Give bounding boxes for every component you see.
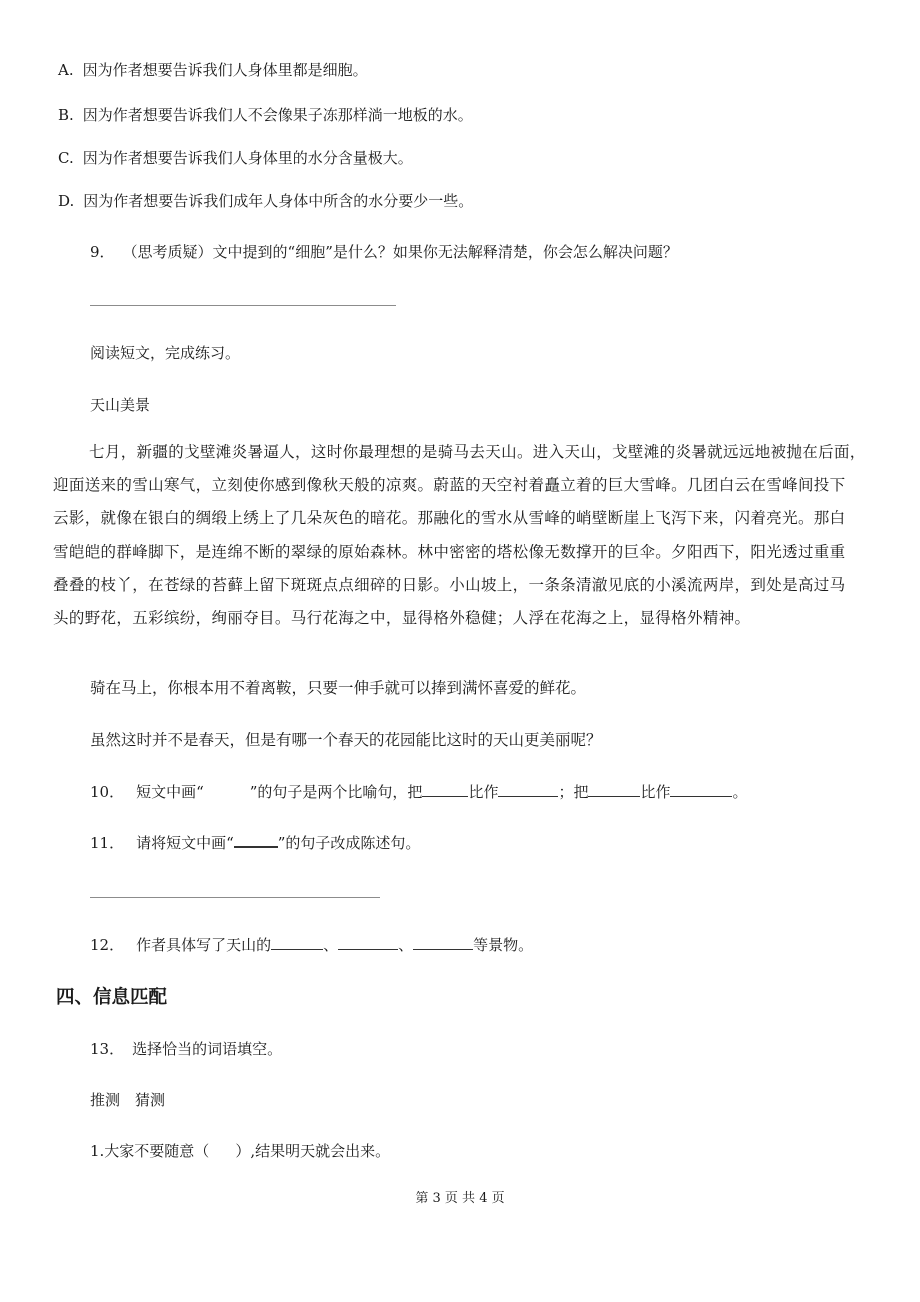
question-text: （思考质疑）文中提到的“细胞”是什么？如果你无法解释清楚，你会怎么解决问题？ — [122, 243, 678, 261]
passage-line: 迎面送来的雪山寒气，立刻使你感到像秋天般的凉爽。蔚蓝的天空衬着矗立着的巨大雪峰。几团白云在雪峰间投下 — [53, 476, 846, 495]
passage-title: 天山美景 — [90, 396, 151, 414]
blank-field[interactable] — [670, 796, 732, 797]
question-9 — [90, 242, 678, 262]
blank-field[interactable] — [588, 796, 640, 797]
word-choices: 推测 猜测 — [90, 1091, 166, 1109]
option-label: B. — [58, 106, 74, 124]
question-number: 11． — [90, 834, 125, 852]
reading-instruction: 阅读短文，完成练习。 — [90, 344, 241, 362]
passage-line: 头的野花，五彩缤纷，绚丽夺目。马行花海之中，显得格外稳健；人浮在花海之上，显得格外精神。 — [53, 609, 751, 628]
answer-line-q11[interactable] — [90, 897, 380, 898]
passage-line: 雪皑皑的群峰脚下，是连绵不断的翠绿的原始森林。林中密密的塔松像无数撑开的巨伞。夕阳西下，阳光透过重重 — [53, 542, 846, 561]
option-b — [58, 105, 473, 125]
option-label: C. — [58, 149, 74, 167]
question-text: 选择恰当的词语填空。 — [132, 1040, 283, 1058]
passage-line: 叠叠的枝丫，在苍绿的苔藓上留下斑斑点点细碎的日影。小山坡上，一条条清澈见底的小溪流两岸，到处是高过马 — [53, 575, 846, 594]
option-text: 因为作者想要告诉我们成年人身体中所含的水分要少一些。 — [83, 192, 474, 210]
option-text: 因为作者想要告诉我们人不会像果子冻那样淌一地板的水。 — [82, 106, 473, 124]
blank-field[interactable] — [338, 949, 398, 950]
option-label: A. — [58, 61, 74, 79]
option-a — [58, 60, 368, 80]
question-12: 12． 作者具体写了天山的 、 、 等景物。 — [90, 936, 534, 954]
question-number: 12． — [90, 936, 125, 954]
question-number: 10． — [90, 783, 125, 801]
passage-paragraph-2: 骑在马上，你根本用不着离鞍，只要一伸手就可以捧到满怀喜爱的鲜花。 — [90, 679, 587, 697]
passage-paragraph-3: 虽然这时并不是春天，但是有哪一个春天的花园能比这时的天山更美丽呢？ — [90, 731, 602, 749]
blank-field[interactable] — [422, 796, 468, 797]
option-d — [58, 191, 473, 211]
question-11: 11． 请将短文中画“ ”的句子改成陈述句。 — [90, 834, 421, 852]
passage-line: 七月，新疆的戈壁滩炎暑逼人，这时你最理想的是骑马去天山。进入天山，戈壁滩的炎暑就远远地被抛在后面， — [89, 443, 866, 461]
section-title: 四、信息匹配 — [56, 987, 168, 1008]
blank-field[interactable] — [498, 796, 558, 797]
option-text: 因为作者想要告诉我们人身体里的水分含量极大。 — [82, 149, 413, 167]
question-number: 13． — [90, 1040, 125, 1058]
answer-line-q9[interactable] — [90, 305, 396, 306]
passage-paragraph-1 — [53, 436, 865, 635]
question-13 — [90, 1039, 282, 1059]
option-c — [58, 148, 413, 168]
blank-field[interactable] — [413, 949, 473, 950]
question-10: 10． 短文中画“ ”的句子是两个比喻句，把 比作 ；把 比作 。 — [90, 783, 748, 801]
option-label: D. — [58, 192, 75, 210]
page-footer: 第 3 页 共 4 页 — [415, 1191, 505, 1206]
question-number: 9． — [90, 243, 115, 261]
underline-mark — [234, 846, 278, 848]
passage-line: 云影，就像在银白的绸缎上绣上了几朵灰色的暗花。那融化的雪水从雪峰的峭壁断崖上飞泻下来，闪着亮光。那白 — [53, 509, 846, 528]
blank-field[interactable] — [271, 949, 323, 950]
option-text: 因为作者想要告诉我们人身体里都是细胞。 — [82, 61, 368, 79]
fill-item-1: 1.大家不要随意（ ）,结果明天就会出来。 — [90, 1142, 391, 1160]
